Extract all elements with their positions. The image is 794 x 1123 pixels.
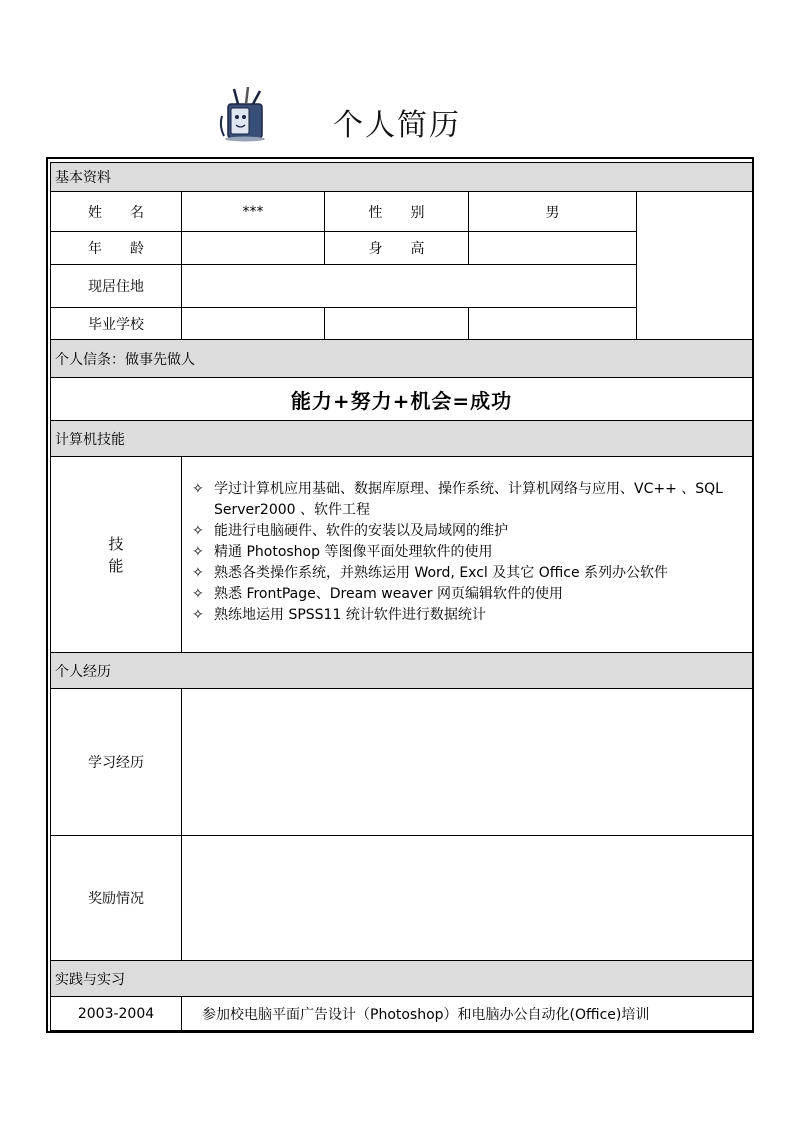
skill-item: ✧ 学过计算机应用基础、数据库原理、操作系统、计算机网络与应用、VC++ 、SQL Server2000 、软件工程 xyxy=(192,481,723,518)
gender-value: 男 xyxy=(469,192,637,232)
diamond-bullet-icon: ✧ xyxy=(192,607,204,623)
school-value xyxy=(182,308,325,340)
skill-item: ✧ 能进行电脑硬件、软件的安装以及局域网的维护 xyxy=(188,521,746,542)
diamond-bullet-icon: ✧ xyxy=(192,586,204,602)
practice-description: 参加校电脑平面广告设计（Photoshop）和电脑办公自动化(Office)培训 xyxy=(182,997,753,1031)
section-motto: 个人信条：做事先做人 xyxy=(51,340,753,378)
section-practice: 实践与实习 xyxy=(51,961,753,997)
school-label: 毕业学校 xyxy=(51,308,182,340)
diamond-bullet-icon: ✧ xyxy=(192,544,204,560)
section-computer-skills: 计算机技能 xyxy=(51,421,753,457)
skill-item: ✧ 精通 Photoshop 等图像平面处理软件的使用 xyxy=(188,542,746,563)
skills-list-cell xyxy=(182,457,753,653)
age-label: 年 龄 xyxy=(51,232,182,265)
gender-label: 性 别 xyxy=(325,192,469,232)
height-value xyxy=(469,232,637,265)
section-experience: 个人经历 xyxy=(51,653,753,689)
award-label: 奖励情况 xyxy=(51,836,182,961)
practice-period: 2003-2004 xyxy=(51,997,182,1031)
name-value: *** xyxy=(182,192,325,232)
diamond-bullet-icon: ✧ xyxy=(192,565,204,581)
age-value xyxy=(182,232,325,265)
diamond-bullet-icon: ✧ xyxy=(192,481,204,497)
skills-label-char-1: 技 xyxy=(108,534,124,553)
address-label: 现居住地 xyxy=(51,265,182,308)
resume-table xyxy=(50,162,753,1031)
study-label: 学习经历 xyxy=(51,689,182,836)
award-value xyxy=(182,836,753,961)
name-label: 姓 名 xyxy=(51,192,182,232)
address-value xyxy=(182,265,637,308)
school-extra-1 xyxy=(325,308,469,340)
skills-label xyxy=(51,457,182,653)
page-title: 个人简历 xyxy=(333,108,461,143)
school-extra-2 xyxy=(469,308,637,340)
skills-list xyxy=(188,479,746,626)
skill-item: ✧ 熟悉 FrontPage、Dream weaver 网页编辑软件的使用 xyxy=(188,584,746,605)
diamond-bullet-icon: ✧ xyxy=(192,523,204,539)
skill-item: ✧ 熟练地运用 SPSS11 统计软件进行数据统计 xyxy=(188,605,746,626)
pencil-cup-icon xyxy=(218,86,268,142)
height-label: 身 高 xyxy=(325,232,469,265)
motto-text: 能力+努力+机会=成功 xyxy=(51,378,753,421)
photo-cell xyxy=(637,192,753,340)
skill-item: ✧ 熟悉各类操作系统，并熟练运用 Word, Excl 及其它 Office 系列办公软件 xyxy=(188,563,746,584)
section-basic-info: 基本资料 xyxy=(51,163,753,192)
study-value xyxy=(182,689,753,836)
skills-label-char-2: 能 xyxy=(108,556,124,575)
